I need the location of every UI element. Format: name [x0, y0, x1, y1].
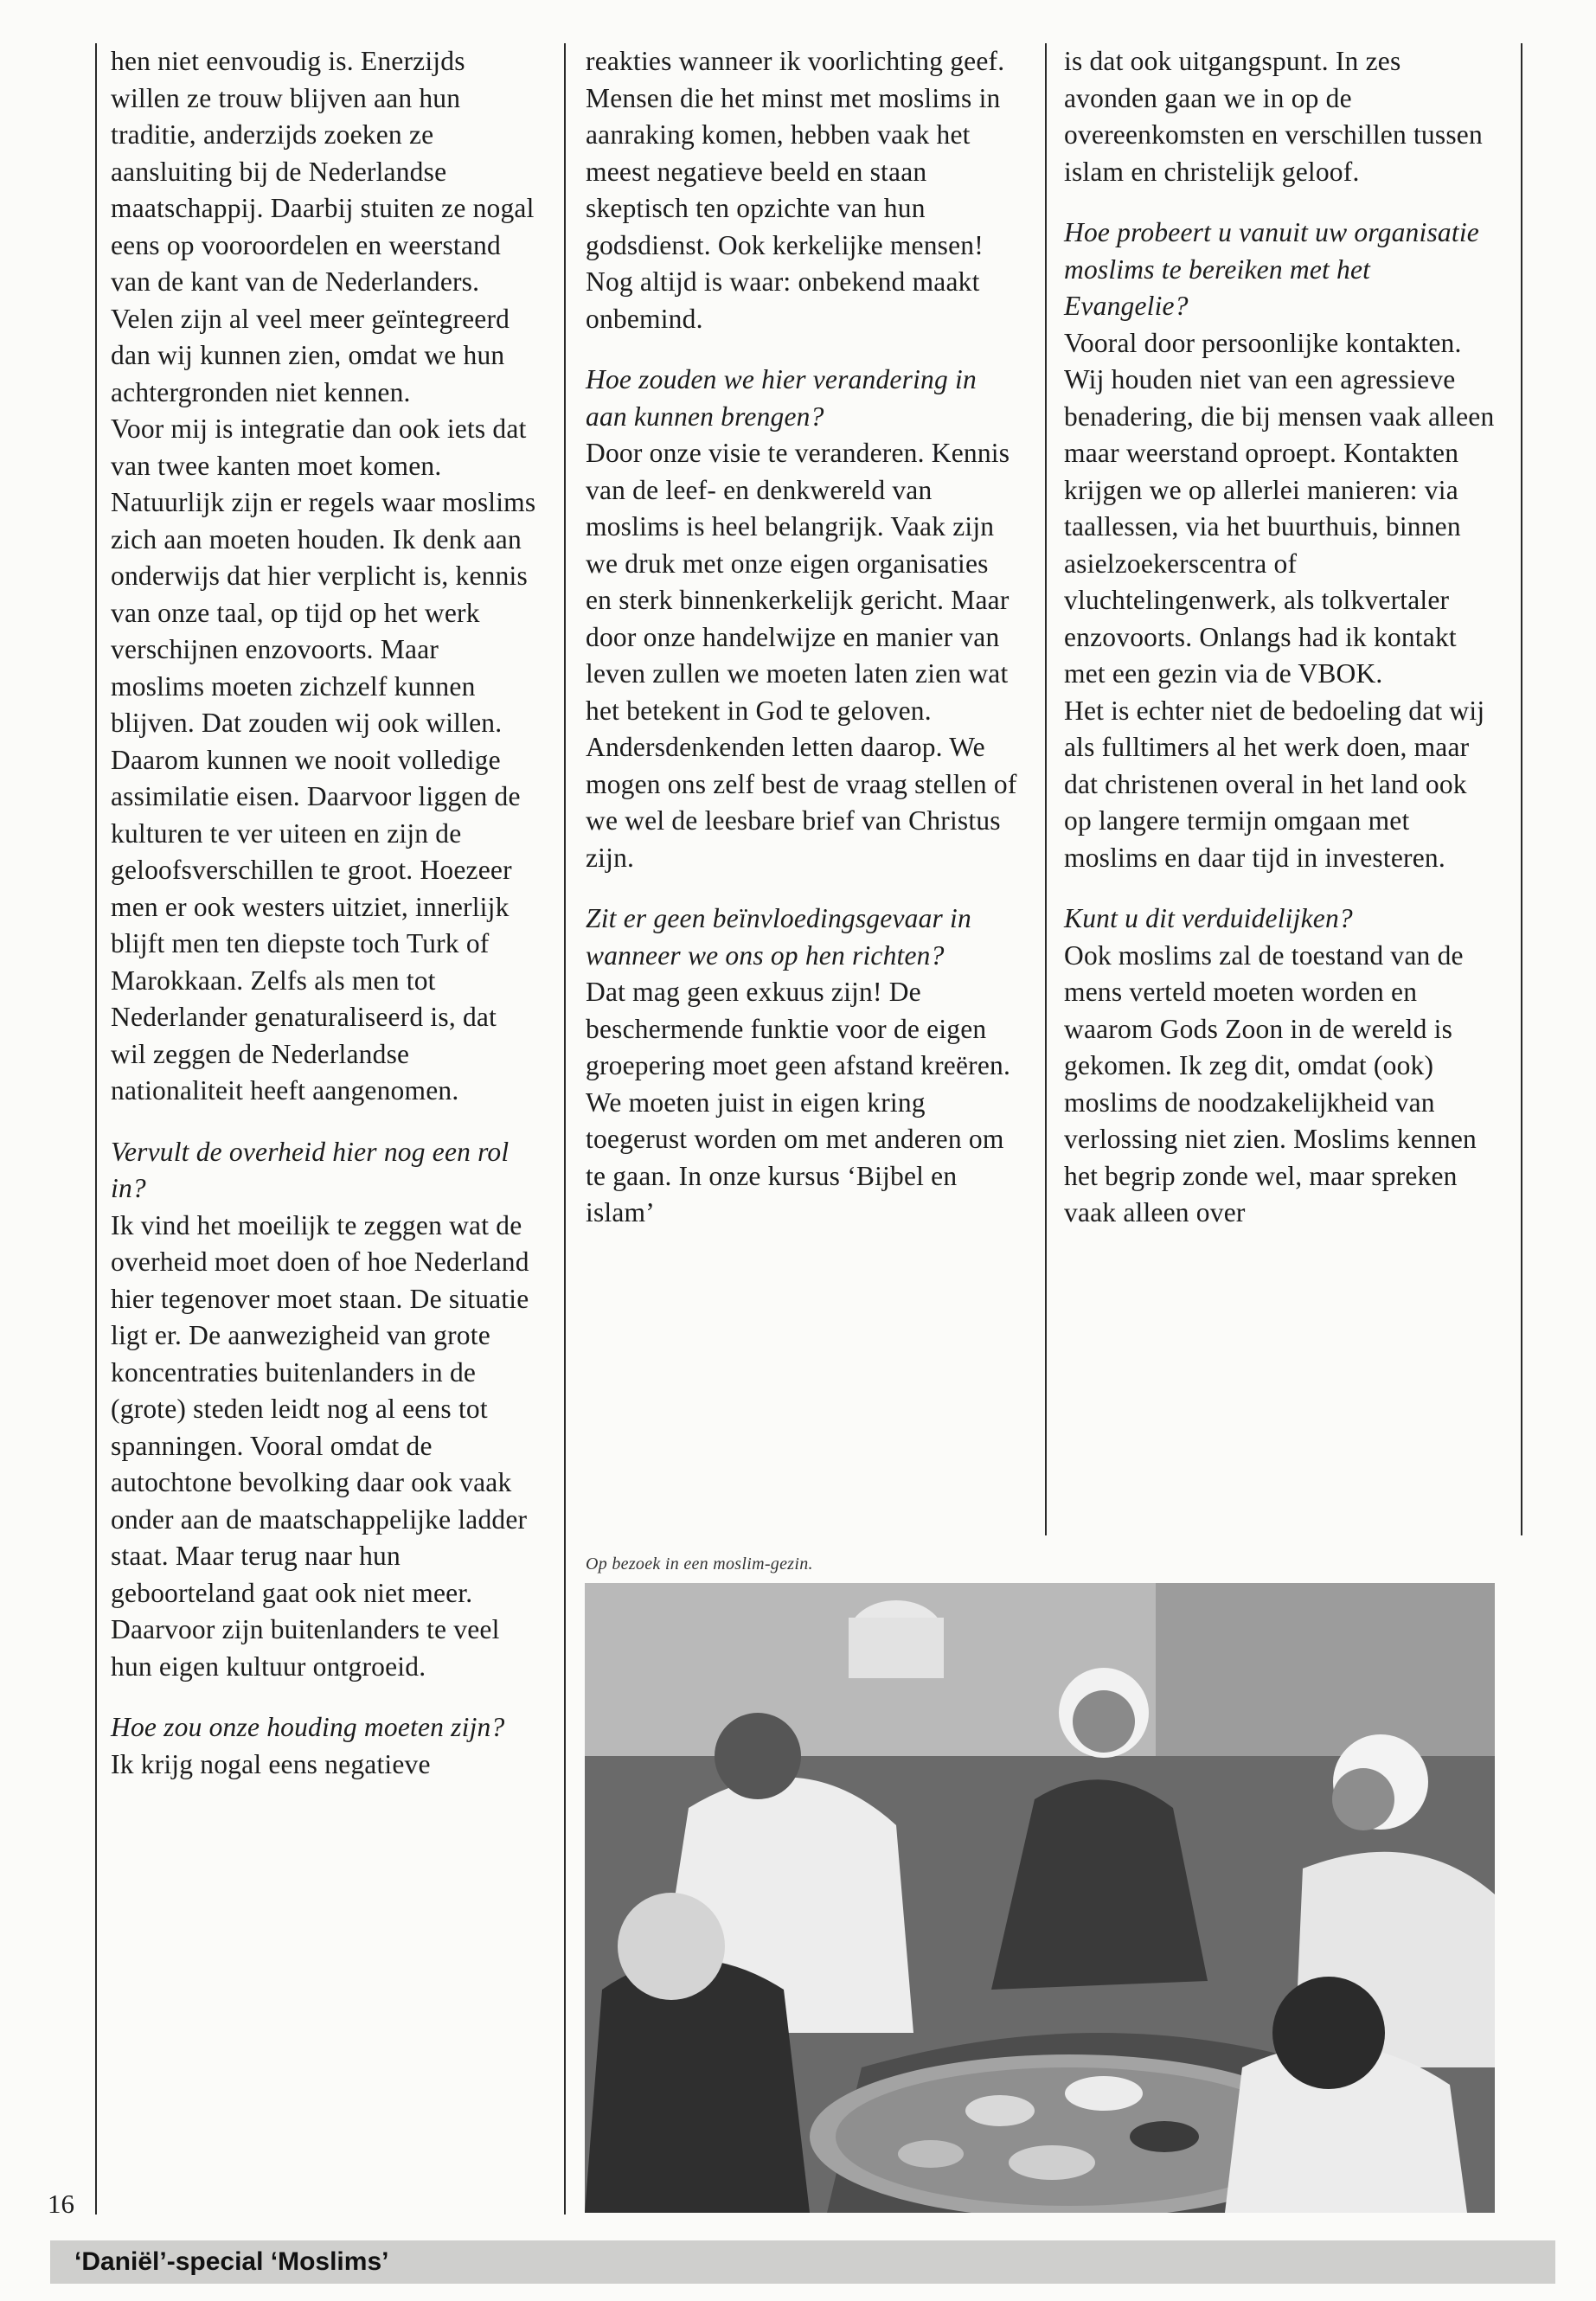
text-column-3 [1064, 43, 1497, 1232]
interview-question: Hoe zouden we hier verandering in aan kunnen brengen? [586, 364, 977, 432]
paragraph: Ook moslims zal de toestand van de mens verteld moeten worden en waarom Gods Zoon in de wereld is gekomen. Ik zeg dit, omdat (ook) moslims de noodzakelijkheid van verlossing niet zien. Moslims kennen het begrip zonde wel, maar spreken vaak alleen over [1064, 939, 1477, 1227]
photo-caption: Op bezoek in een moslim-gezin. [586, 1554, 813, 1574]
text-column-1 [111, 43, 536, 1783]
paragraph: Mensen die het minst met moslims in aanraking komen, hebben vaak het meest negatieve beeld en staan skeptisch ten opzichte van hun godsdienst. Ook kerkelijke mensen! Nog altijd is waar: onbekend maakt onbemind. [586, 82, 1001, 334]
paragraph: Ik vind het moeilijk te zeggen wat de overheid moet doen of hoe Nederland hier tegenover moet staan. De situatie ligt er. De aanwezigheid van grote koncentraties buitenlanders in de (grote) steden leidt nog al eens tot spanningen. Vooral omdat de autochtone bevolking daar ook vaak onder aan de maatschappelijke ladder staat. Maar terug naar hun geboorteland gaat ook niet meer. Daarvoor zijn buitenlanders te veel hun eigen kultuur ontgroeid. [111, 1209, 529, 1682]
column-rule-right [1521, 43, 1522, 1535]
page-number: 16 [48, 2189, 74, 2219]
interview-question: Kunt u dit verduidelijken? [1064, 903, 1353, 933]
column-rule-left [95, 43, 97, 2214]
interview-question: Hoe probeert u vanuit uw organisatie moslims te bereiken met het Evangelie? [1064, 217, 1479, 321]
paragraph: Ik krijg nogal eens negatieve [111, 1748, 431, 1779]
paragraph: hen niet eenvoudig is. Enerzijds willen ze trouw blijven aan hun traditie, anderzijds zoeken ze aansluiting bij de Nederlandse maatschappij. Daarbij stuiten ze nogal eens op vooroordelen en weerstand van de kant van de Nederlanders. Velen zijn al veel meer geïntegreerd dan wij kunnen zien, omdat we hun achtergronden niet kennen. [111, 46, 535, 407]
paragraph: is dat ook uitgangspunt. In zes avonden gaan we in op de overeenkomsten en verschillen tussen islam en christelijk geloof. [1064, 46, 1483, 187]
photo-illustration [585, 1583, 1495, 2213]
paragraph: Dat mag geen exkuus zijn! De beschermende funktie voor de eigen groepering moet geen afstand kreëren. We moeten juist in eigen kring toegerust worden om met anderen om te gaan. In onze kursus ‘Bijbel en islam’ [586, 977, 1011, 1227]
footer-title: ‘Daniël’-special ‘Moslims’ [74, 2247, 389, 2276]
paragraph: Vooral door persoonlijke kontakten. Wij houden niet van een agressieve benadering, die bij mensen vaak alleen maar weerstand oproept. Kontakten krijgen we op allerlei manieren: via taallessen, via het buurthuis, binnen asielzoekerscentra of vluchtelingenwerk, als tolkvertaler enzovoorts. Onlangs had ik kontakt met een gezin via de VBOK. [1064, 327, 1495, 689]
paragraph: Het is echter niet de bedoeling dat wij als fulltimers al het werk doen, maar dat christenen overal in het land ook op langere termijn omgaan met moslims en daar tijd in investeren. [1064, 695, 1485, 873]
interview-question: Zit er geen beïnvloedingsgevaar in wanneer we ons op hen richten? [586, 903, 971, 971]
paragraph: reakties wanneer ik voorlichting geef. [586, 46, 1005, 76]
interview-question: Hoe zou onze houding moeten zijn? [111, 1712, 505, 1742]
column-rule-2 [1045, 43, 1047, 1535]
interview-question: Vervult de overheid hier nog een rol in? [111, 1136, 510, 1203]
paragraph: Door onze visie te veranderen. Kennis van de leef- en denkwereld van moslims is heel belangrijk. Vaak zijn we druk met onze eigen organisaties en sterk binnenkerkelijk gericht. Maar door onze handelwijze en manier van leven zullen we moeten laten zien wat het betekent in God te geloven. Andersdenkenden letten daarop. We mogen ons zelf best de vraag stellen of we wel de leesbare brief van Christus zijn. [586, 438, 1017, 873]
column-rule-1 [564, 43, 566, 2214]
footer-bar [50, 2240, 1555, 2284]
text-column-2 [586, 43, 1018, 1232]
paragraph: Voor mij is integratie dan ook iets dat van twee kanten moet komen. Natuurlijk zijn er regels waar moslims zich aan moeten houden. Ik denk aan onderwijs dat hier verplicht is, kennis van onze taal, op tijd op het werk verschijnen enzovoorts. Maar moslims moeten zichzelf kunnen blijven. Dat zouden wij ook willen. Daarom kunnen we nooit volledige assimilatie eisen. Daarvoor liggen de kulturen te ver uiteen en zijn de geloofsverschillen te groot. Hoezeer men er ook westers uitziet, innerlijk blijft men ten diepste toch Turk of Marokkaan. Zelfs als men tot Nederlander genaturaliseerd is, dat wil zeggen de Nederlandse nationaliteit heeft aangenomen. [111, 413, 536, 1106]
photo-family-visit [585, 1583, 1495, 2213]
